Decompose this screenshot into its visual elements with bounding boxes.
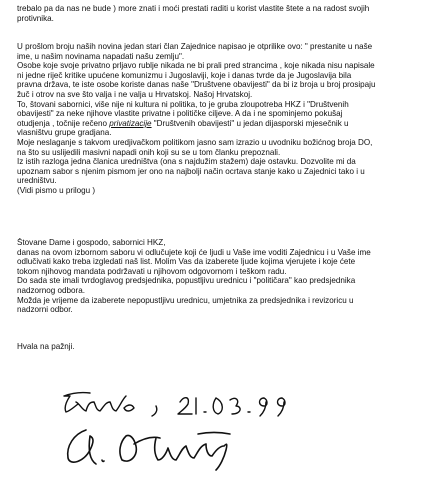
- paragraph-criticism: [17, 61, 421, 99]
- paragraph-editorial: [17, 138, 421, 196]
- text-line: To, štovani sabornici, više nije ni kultura ni politika, to je gruba zloupotreba HKZ i "Društvenih: [17, 99, 349, 109]
- text-line: pravna država, te iste osobe koriste danas naše "Društvene obavijesti" da bi iz broja u broj prosipaju: [17, 80, 376, 90]
- salutation: Štovane Dame i gospodo, sabornici HKZ,: [17, 238, 166, 247]
- text-fragment: "Društvenih obavijesti" u jedan dijasporski mjesečnik u: [151, 118, 349, 128]
- text-line: vlasništvu grupe gradjana.: [17, 128, 112, 138]
- text-line: obavijesti" za neke njihove vlastite privatne i političke ciljeve. A da i ne spominjemo pokušaj: [17, 109, 343, 119]
- intro-paragraph: [17, 4, 421, 23]
- text-line: tokom njihovog mandata podržavati u njihovom odgovornom i teškom radu.: [17, 266, 287, 276]
- text-line: ni jedne riječ kritike upućene komunizmu i Jugoslaviji, koje i danas tvrde da je Jugoslavija bila: [17, 70, 352, 80]
- text-line: danas na ovom izbornom saboru vi odlučujete koji će ljudi u Vaše ime voditi Zajednicu i u Vaše ime: [17, 247, 371, 257]
- text-line: Hvala na pažnji.: [17, 342, 75, 351]
- handwriting-place-date-image: [60, 384, 290, 424]
- signature-image: [60, 420, 250, 472]
- text-line: [17, 119, 421, 129]
- text-line: Iz istih razloga jedna članica uredništva (ona s najdužim stažem) daje ostavku. Dozvolite mi da: [17, 157, 356, 167]
- paragraph-quote: [17, 42, 421, 61]
- text-line: Možda je vrijeme da izaberete nepopustljivu urednicu, umjetnika za predsjednika i revizoricu u: [17, 295, 354, 305]
- text-line: odlučivati kako treba izgledati naš list. Molim Vas da izaberete ljude kojima vjerujete i koje ćete: [17, 257, 356, 267]
- text-line: Do sada ste imali tvrdoglavog predsjednika, popustljivu urednicu i "političara" kao predsjednika: [17, 276, 356, 286]
- text-line: U prošlom broju naših novina jedan stari član Zajednice napisao je otprilike ovo: " prestanite u naše: [17, 42, 373, 51]
- text-line: Osobe koje svoje privatno prljavo rublje nikada ne bi prali pred strancima , koje nikada nisu napisale: [17, 61, 375, 71]
- text-line: nadzorni odbor.: [17, 305, 73, 315]
- handwritten-signature: [60, 420, 250, 472]
- paragraph-abuse: [17, 100, 421, 138]
- text-line: upoznam sabor s njenim pismom jer ono na najbolji način ocrtava stanje kako u Zajednici tako i u: [17, 166, 365, 176]
- emphasized-word: privatizacije: [109, 118, 152, 128]
- text-line: (Vidi pismo u prilogu ): [17, 185, 96, 195]
- text-fragment: otudjenja , točnije rečeno: [17, 118, 110, 128]
- text-line: na što su uslijedili masivni napadi onih koji su se u tom članku prepoznali.: [17, 147, 281, 157]
- text-line: protivnika.: [17, 13, 54, 23]
- handwritten-place-date: [60, 384, 290, 424]
- closing-line: [17, 342, 421, 352]
- text-line: Moje neslaganje s takvom uredjivačkom politikom jasno sam izrazio u uvodniku božićnog broja DO,: [17, 138, 373, 147]
- text-line: trebalo pa da nas ne bude ) more znati i moći prestati raditi u korist vlastite štete a na radost svojih: [17, 4, 370, 13]
- text-line: uredništvu.: [17, 176, 57, 186]
- text-line: žuč i otrov na sve što valja i ne valja u Hrvatskoj. Našoj Hrvatskoj.: [17, 89, 253, 99]
- paragraph-appeal: [17, 238, 421, 315]
- text-line: nadzornog odbora.: [17, 285, 85, 295]
- text-line: ime, u našim novinama napadati našu zemlju".: [17, 51, 185, 61]
